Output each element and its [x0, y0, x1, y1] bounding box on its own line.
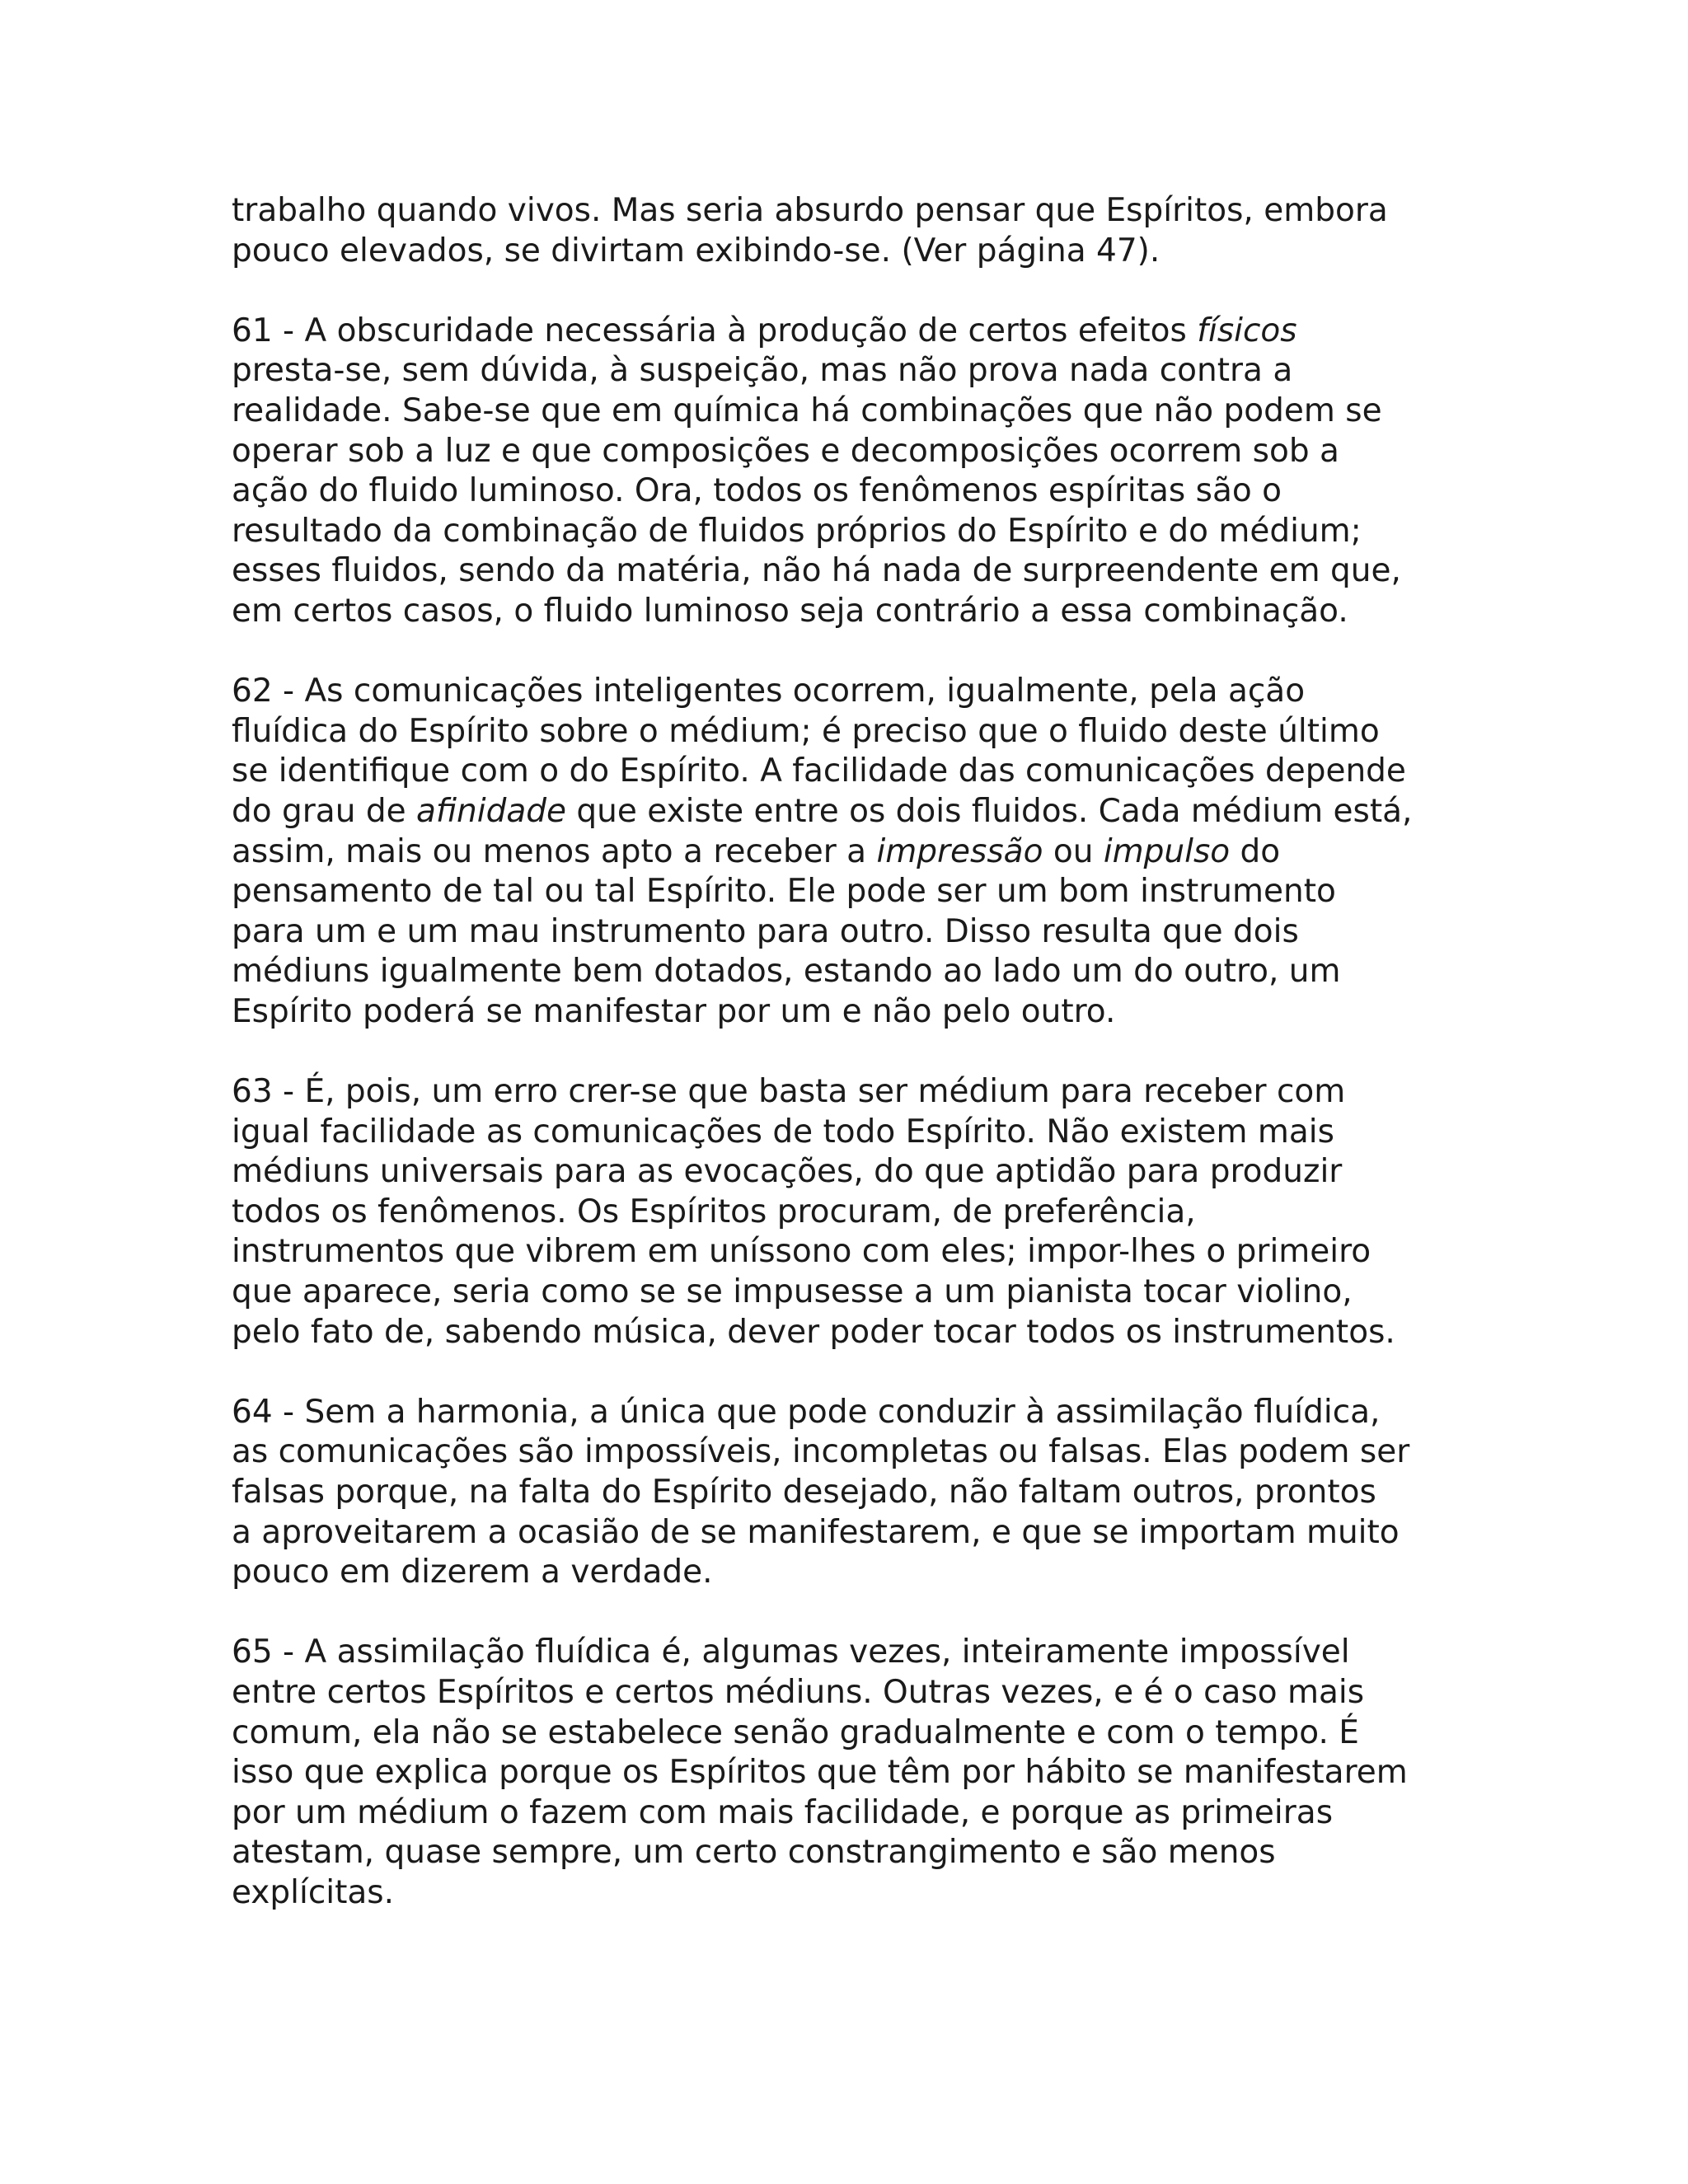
paragraph: [232, 672, 1476, 1032]
text-line: [232, 1473, 1476, 1513]
text-run: médiuns universais para as evocações, do que aptidão para produzir: [232, 1153, 1343, 1191]
text-run: que existe entre os dois fluidos. Cada médium está,: [566, 792, 1413, 830]
text-line: [232, 1113, 1476, 1153]
text-line: [232, 992, 1476, 1033]
text-run: a aproveitarem a ocasião de se manifestarem, e que se importam muito: [232, 1513, 1400, 1551]
text-run: fluídica do Espírito sobre o médium; é preciso que o fluido deste último: [232, 712, 1380, 750]
text-run: falsas porque, na falta do Espírito desejado, não faltam outros, prontos: [232, 1474, 1376, 1511]
text-line: [232, 592, 1476, 632]
text-run: por um médium o fazem com mais facilidade, e porque as primeiras: [232, 1793, 1334, 1831]
text-line: [232, 1193, 1476, 1233]
text-run: que aparece, seria como se se impusesse a um pianista tocar violino,: [232, 1273, 1353, 1311]
paragraph: [232, 1633, 1476, 1913]
text-run: 62 - As comunicações inteligentes ocorrem, igualmente, pela ação: [232, 673, 1306, 710]
text-run: 63 - É, pois, um erro crer-se que basta ser médium para receber com: [232, 1073, 1346, 1111]
italic-text: impulso: [1103, 832, 1231, 870]
text-line: [232, 471, 1476, 512]
text-line: [232, 1152, 1476, 1193]
text-run: todos os fenômenos. Os Espíritos procuram, de preferência,: [232, 1193, 1196, 1230]
text-run: atestam, quase sempre, um certo constrangimento e são menos: [232, 1834, 1276, 1872]
body-text: [232, 191, 1476, 1914]
text-line: [232, 312, 1476, 352]
paragraph: [232, 312, 1476, 632]
text-run: instrumentos que vibrem em uníssono com eles; impor-lhes o primeiro: [232, 1233, 1372, 1271]
text-run: isso que explica porque os Espíritos que têm por hábito se manifestarem: [232, 1754, 1408, 1792]
text-run: 65 - A assimilação fluídica é, algumas vezes, inteiramente impossível: [232, 1633, 1350, 1671]
text-run: se identifique com o do Espírito. A facilidade das comunicações depende: [232, 752, 1406, 790]
italic-text: afinidade: [415, 792, 567, 830]
text-run: ação do fluido luminoso. Ora, todos os fenômenos espíritas são o: [232, 472, 1282, 510]
text-line: [232, 1513, 1476, 1554]
text-run: médiuns igualmente bem dotados, estando ao lado um do outro, um: [232, 953, 1341, 991]
text-run: do: [1230, 832, 1281, 870]
paragraph: [232, 191, 1476, 271]
text-line: [232, 1553, 1476, 1593]
text-run: entre certos Espíritos e certos médiuns. Outras vezes, e é o caso mais: [232, 1673, 1365, 1711]
text-line: [232, 351, 1476, 391]
text-run: esses fluidos, sendo da matéria, não há nada de surpreendente em que,: [232, 552, 1401, 590]
text-run: 61 - A obscuridade necessária à produção de certos efeitos: [232, 312, 1198, 349]
text-run: 64 - Sem a harmonia, a única que pode conduzir à assimilação fluídica,: [232, 1393, 1381, 1431]
italic-text: impressão: [876, 832, 1043, 870]
text-line: [232, 1633, 1476, 1673]
text-line: [232, 432, 1476, 472]
text-line: [232, 1833, 1476, 1873]
text-line: [232, 1313, 1476, 1353]
text-line: [232, 1272, 1476, 1313]
text-run: do grau de: [232, 792, 416, 830]
text-run: Espírito poderá se manifestar por um e não pelo outro.: [232, 992, 1116, 1030]
text-line: [232, 792, 1476, 832]
text-line: [232, 1713, 1476, 1754]
text-run: pelo fato de, sabendo música, dever poder tocar todos os instrumentos.: [232, 1313, 1395, 1351]
text-run: trabalho quando vivos. Mas seria absurdo pensar que Espíritos, embora: [232, 192, 1388, 229]
text-line: [232, 1673, 1476, 1713]
text-run: ou: [1043, 832, 1104, 870]
text-line: [232, 952, 1476, 992]
text-line: [232, 672, 1476, 712]
text-run: pouco elevados, se divirtam exibindo-se. (Ver página 47).: [232, 232, 1160, 269]
text-line: [232, 712, 1476, 752]
text-line: [232, 1753, 1476, 1793]
text-line: [232, 1072, 1476, 1113]
text-line: [232, 1793, 1476, 1834]
text-line: [232, 1232, 1476, 1272]
text-line: [232, 232, 1476, 272]
italic-text: físicos: [1197, 312, 1297, 349]
text-line: [232, 1432, 1476, 1473]
text-run: para um e um mau instrumento para outro. Disso resulta que dois: [232, 912, 1299, 950]
text-run: assim, mais ou menos apto a receber a: [232, 832, 877, 870]
text-run: realidade. Sabe-se que em química há combinações que não podem se: [232, 391, 1382, 429]
text-line: [232, 1873, 1476, 1914]
text-line: [232, 191, 1476, 232]
text-line: [232, 391, 1476, 432]
text-run: em certos casos, o fluido luminoso seja contrário a essa combinação.: [232, 592, 1348, 630]
text-run: comum, ela não se estabelece senão gradualmente e com o tempo. É: [232, 1713, 1359, 1751]
text-line: [232, 832, 1476, 873]
text-line: [232, 1393, 1476, 1433]
text-run: pouco em dizerem a verdade.: [232, 1554, 713, 1591]
text-line: [232, 551, 1476, 592]
text-line: [232, 912, 1476, 953]
text-line: [232, 872, 1476, 912]
paragraph: [232, 1393, 1476, 1593]
text-run: pensamento de tal ou tal Espírito. Ele pode ser um bom instrumento: [232, 873, 1336, 911]
text-line: [232, 752, 1476, 792]
text-run: presta-se, sem dúvida, à suspeição, mas não prova nada contra a: [232, 352, 1293, 390]
text-line: [232, 512, 1476, 552]
text-run: igual facilidade as comunicações de todo Espírito. Não existem mais: [232, 1113, 1334, 1151]
text-run: as comunicações são impossíveis, incompletas ou falsas. Elas podem ser: [232, 1433, 1410, 1471]
text-run: explícitas.: [232, 1873, 394, 1911]
text-run: resultado da combinação de fluidos próprios do Espírito e do médium;: [232, 512, 1362, 550]
paragraph: [232, 1072, 1476, 1352]
text-run: operar sob a luz e que composições e decomposições ocorrem sob a: [232, 432, 1339, 470]
